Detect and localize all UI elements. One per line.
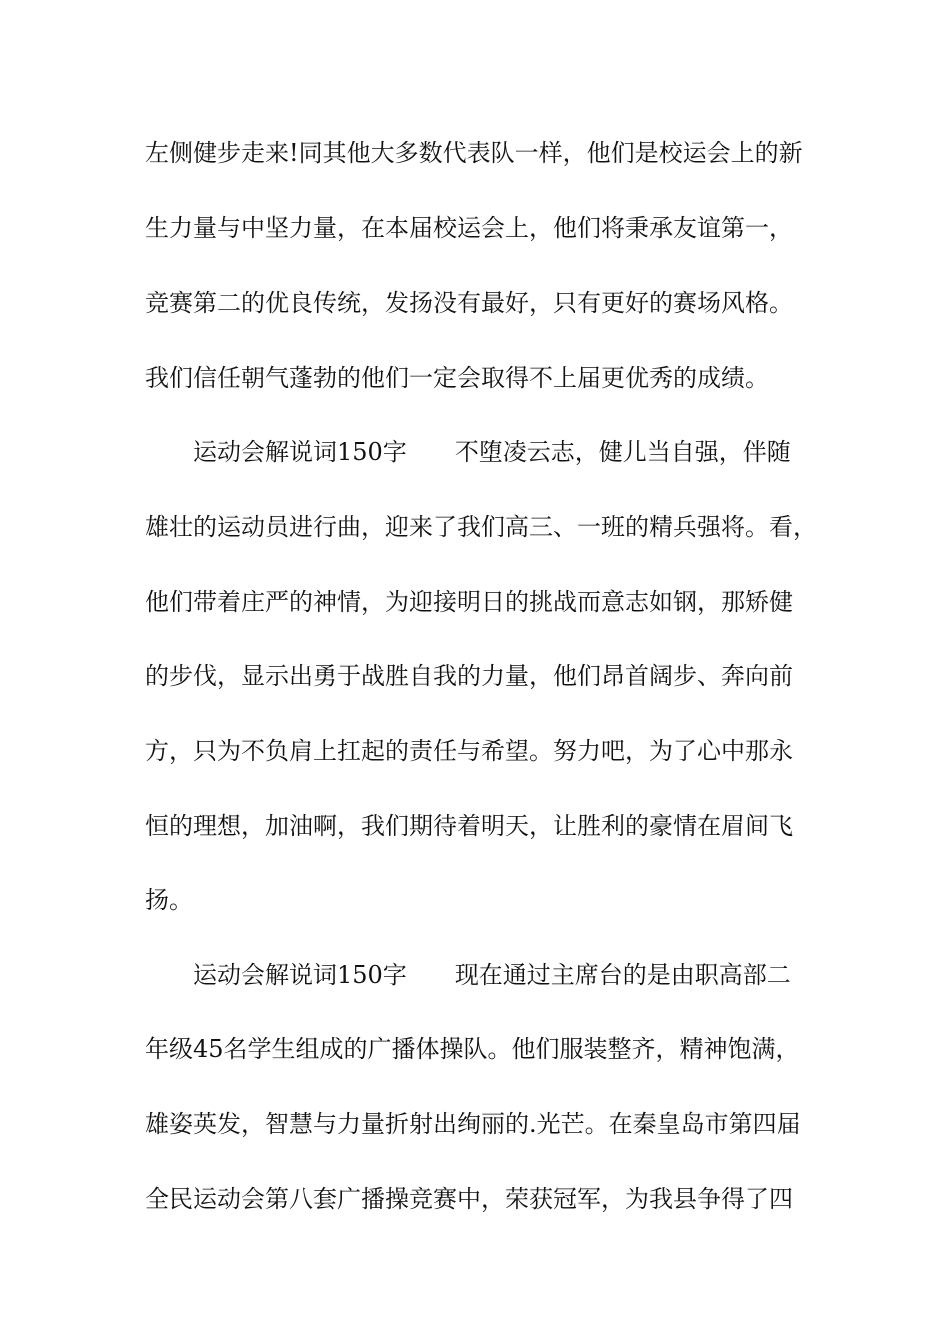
text-line: 恒的理想，加油啊，我们期待着明天，让胜利的豪情在眉间飞	[145, 812, 793, 840]
section-heading: 运动会解说词150字	[193, 438, 407, 466]
text-line: 生力量与中坚力量，在本届校运会上，他们将秉承友谊第一，	[145, 214, 793, 242]
paragraph-start-line	[193, 955, 893, 995]
text-line: 扬。	[145, 886, 193, 914]
text-line: 我们信任朝气蓬勃的他们一定会取得不上届更优秀的成绩。	[145, 364, 769, 392]
text-line: 全民运动会第八套广播操竞赛中，荣获冠军，为我县争得了四	[145, 1185, 793, 1213]
text-segment: 现在通过主席台的是由职高部二	[454, 961, 791, 989]
text-line: 雄壮的运动员进行曲，迎来了我们高三、一班的精兵强将。看，	[145, 513, 817, 541]
text-line: 他们带着庄严的神情，为迎接明日的挑战而意志如钢，那矫健	[145, 588, 793, 616]
text-line: 雄姿英发，智慧与力量折射出绚丽的.光芒。在秦皇岛市第四届	[145, 1110, 801, 1138]
text-line: 左侧健步走来!同其他大多数代表队一样，他们是校运会上的新	[145, 139, 803, 167]
text-line: 竞赛第二的优良传统，发扬没有最好，只有更好的赛场风格。	[145, 289, 793, 317]
text-line: 的步伐，显示出勇于战胜自我的力量，他们昂首阔步、奔向前	[145, 662, 793, 690]
paragraph-start-line	[193, 432, 893, 472]
text-line: 年级45名学生组成的广播体操队。他们服装整齐，精神饱满，	[145, 1035, 800, 1063]
text-segment: 不堕凌云志，健儿当自强，伴随	[454, 438, 791, 466]
section-heading: 运动会解说词150字	[193, 961, 407, 989]
text-line: 方，只为不负肩上扛起的责任与希望。努力吧，为了心中那永	[145, 737, 793, 765]
